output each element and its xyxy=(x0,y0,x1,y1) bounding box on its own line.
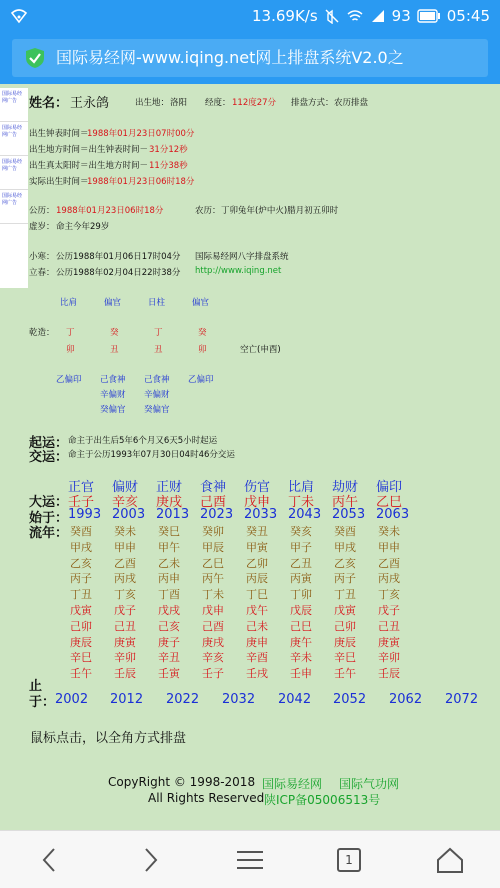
liunian-item: 壬子 xyxy=(202,667,224,681)
cell-signal-icon xyxy=(370,8,386,24)
home-icon[interactable] xyxy=(435,845,465,875)
ad-item[interactable]: 国际易经网广告 xyxy=(0,156,28,190)
end-year: 2022 xyxy=(166,692,200,707)
canggan-item: 癸偏官 xyxy=(144,405,170,415)
ad-item[interactable]: 国际易经网广告 xyxy=(0,88,28,122)
liunian-item: 己卯 xyxy=(334,619,356,633)
liunian-item: 庚辰 xyxy=(334,635,356,649)
copyright: CopyRight © 1998-2018 xyxy=(108,775,256,789)
dayun-shishen: 偏财 xyxy=(112,480,139,495)
liunian-item: 乙卯 xyxy=(246,556,268,570)
liunian-item: 乙丑 xyxy=(290,556,312,570)
mute-icon xyxy=(324,8,340,24)
secure-shield-icon xyxy=(24,47,46,69)
end-year: 2012 xyxy=(110,692,144,707)
liunian-item: 乙亥 xyxy=(70,556,92,570)
liunian-item: 乙酉 xyxy=(378,556,400,570)
liunian-item: 癸未 xyxy=(114,525,136,538)
status-bar xyxy=(0,0,500,32)
longitude-label: 经度： xyxy=(205,98,231,108)
liunian-item: 丁亥 xyxy=(114,588,136,602)
liunian-item: 己巳 xyxy=(290,619,312,633)
dayun-shishen: 正官 xyxy=(68,480,95,495)
end-year: 2052 xyxy=(333,692,367,707)
liunian-item: 辛巳 xyxy=(70,651,92,665)
dayun-shishen: 正财 xyxy=(156,480,183,495)
liunian-item: 壬寅 xyxy=(158,667,180,681)
hint-text[interactable]: 鼠标点击，以全角方式排盘 xyxy=(30,731,187,746)
liunian-item: 甲午 xyxy=(158,540,180,554)
gongli-value: 1988年01月23日06时18分 xyxy=(56,206,164,216)
dayun-shishen: 劫财 xyxy=(332,480,359,495)
liunian-item: 甲申 xyxy=(378,540,400,554)
ad-item[interactable]: 国际易经网广告 xyxy=(0,122,28,156)
liunian-item: 乙酉 xyxy=(114,556,136,570)
xusui-value: 命主今年29岁 xyxy=(56,222,110,232)
liunian-item: 戊辰 xyxy=(290,604,312,617)
browser-navbar xyxy=(0,830,500,888)
pillar-gan: 癸 xyxy=(110,328,119,338)
xiaohan-label: 小寒： xyxy=(29,252,55,262)
liunian-label: 流年： xyxy=(29,526,69,541)
tabs-button[interactable]: 1 xyxy=(337,848,361,872)
liunian-item: 乙巳 xyxy=(202,556,224,570)
liunian-item: 癸酉 xyxy=(334,525,356,538)
liunian-item: 壬午 xyxy=(334,667,356,681)
footer-site2-link[interactable]: 国际气功网 xyxy=(339,777,400,791)
canggan-item: 癸偏官 xyxy=(100,405,126,415)
liunian-item: 戊子 xyxy=(378,604,400,617)
liunian-item: 丙午 xyxy=(202,572,224,586)
time-value: 11分38秒 xyxy=(149,161,188,171)
liunian-item: 癸巳 xyxy=(158,525,180,538)
nongli-value: 丁卯兔年(炉中火)腊月初五卯时 xyxy=(221,206,339,216)
battery-level: 93 xyxy=(391,7,411,25)
liunian-item: 丙戌 xyxy=(114,572,136,586)
end-year: 2072 xyxy=(445,692,479,707)
dayun-label: 大运： xyxy=(29,495,69,510)
liunian-item: 丁巳 xyxy=(246,588,268,602)
liunian-item: 甲戌 xyxy=(334,540,356,554)
end-label-2: 于： xyxy=(29,695,56,710)
xusui-label: 虚岁： xyxy=(29,222,55,232)
liunian-item: 辛未 xyxy=(290,651,312,665)
liunian-item: 庚申 xyxy=(246,635,268,649)
footer-site-link[interactable]: 国际易经网 xyxy=(262,777,323,791)
liunian-item: 戊寅 xyxy=(70,604,92,617)
dayun-start-year: 2003 xyxy=(112,507,146,522)
liunian-item: 庚戌 xyxy=(202,635,224,649)
liunian-item: 丁卯 xyxy=(290,588,312,602)
pillar-zhi: 卯 xyxy=(198,345,207,355)
liunian-item: 丙申 xyxy=(158,572,180,586)
liunian-item: 丁未 xyxy=(202,588,224,602)
liunian-item: 乙未 xyxy=(158,556,180,570)
dayun-shishen: 偏印 xyxy=(376,480,403,495)
dayun-shishen: 比肩 xyxy=(288,480,315,495)
liunian-item: 己未 xyxy=(246,619,268,633)
menu-icon[interactable] xyxy=(235,845,265,875)
liunian-item: 壬申 xyxy=(290,667,312,681)
liunian-item: 丁亥 xyxy=(378,588,400,602)
method-value: 农历排盘 xyxy=(334,98,369,108)
liunian-item: 丙戌 xyxy=(378,572,400,586)
dayun-start-year: 2013 xyxy=(156,507,190,522)
liunian-item: 辛卯 xyxy=(114,651,136,665)
dayun-pillar: 丁未 xyxy=(288,495,315,510)
liunian-item: 癸卯 xyxy=(202,525,224,538)
end-year: 2042 xyxy=(278,692,312,707)
site-link[interactable]: http://www.iqing.net xyxy=(195,266,282,276)
back-icon[interactable] xyxy=(35,845,65,875)
liunian-item: 己丑 xyxy=(114,619,136,633)
canggan-item: 辛偏财 xyxy=(100,390,126,400)
name-value: 王永鸽 xyxy=(70,96,110,111)
browser-toolbar xyxy=(0,32,500,84)
start-label: 始于： xyxy=(29,511,69,526)
wifi-icon xyxy=(10,7,28,25)
canggan-item: 乙偏印 xyxy=(188,375,214,385)
kongwang: 空亡(申酉) xyxy=(240,345,281,355)
pillar-gan: 癸 xyxy=(198,328,207,338)
liunian-item: 丙子 xyxy=(334,572,356,586)
liunian-item: 己丑 xyxy=(378,619,400,633)
time-label: 实际出生时间＝ xyxy=(29,177,89,187)
end-label: 止 xyxy=(29,679,43,694)
dayun-start-year: 2063 xyxy=(376,507,410,522)
longitude-value: 112度27分 xyxy=(232,98,277,108)
dayun-pillar: 壬子 xyxy=(68,495,95,510)
liunian-item: 戊戌 xyxy=(158,604,180,617)
liunian-item: 戊午 xyxy=(246,604,268,617)
pillar-zhi: 丑 xyxy=(110,345,119,355)
liunian-item: 甲戌 xyxy=(70,540,92,554)
jiaoyun-label: 交运： xyxy=(29,450,69,465)
lichun-label: 立春： xyxy=(29,268,55,278)
time-label: 出生真太阳时＝出生地方时间－ xyxy=(29,161,149,171)
liunian-item: 庚子 xyxy=(158,635,180,649)
liunian-item: 庚寅 xyxy=(114,635,136,649)
gongli-label: 公历： xyxy=(29,206,55,216)
liunian-item: 丙寅 xyxy=(290,572,312,586)
dayun-shishen: 食神 xyxy=(200,480,227,495)
icp-link[interactable]: 陕ICP备05006513号 xyxy=(264,793,381,807)
pillar-shishen: 偏官 xyxy=(192,298,210,308)
liunian-item: 甲申 xyxy=(114,540,136,554)
canggan-item: 己食神 xyxy=(144,375,170,385)
liunian-item: 甲辰 xyxy=(202,540,224,554)
liunian-item: 戊寅 xyxy=(334,604,356,617)
liunian-item: 己酉 xyxy=(202,619,224,633)
qianzao-label: 乾造： xyxy=(29,328,55,338)
forward-icon[interactable] xyxy=(135,845,165,875)
wifi-signal-icon xyxy=(346,8,364,24)
liunian-item: 丁丑 xyxy=(334,588,356,602)
liunian-item: 甲寅 xyxy=(246,540,268,554)
dayun-pillar: 己酉 xyxy=(200,495,227,510)
liunian-item: 壬午 xyxy=(70,667,92,681)
pillar-shishen: 日柱 xyxy=(148,298,166,308)
liunian-item: 癸丑 xyxy=(246,525,268,538)
ad-item[interactable]: 国际易经网广告 xyxy=(0,190,28,224)
nongli-label: 农历： xyxy=(195,206,221,216)
clock: 05:45 xyxy=(446,7,490,25)
time-label: 出生地方时间＝出生钟表时间－ xyxy=(29,145,149,155)
dayun-start-year: 2053 xyxy=(332,507,366,522)
liunian-item: 戊申 xyxy=(202,604,224,617)
liunian-item: 乙亥 xyxy=(334,556,356,570)
end-year: 2062 xyxy=(389,692,423,707)
canggan-item: 乙偏印 xyxy=(56,375,82,385)
qiyun-label: 起运： xyxy=(29,436,69,451)
liunian-item: 癸未 xyxy=(378,525,400,538)
pillar-shishen: 比肩 xyxy=(60,298,78,308)
pillar-zhi: 丑 xyxy=(154,345,163,355)
liunian-item: 壬辰 xyxy=(378,667,400,681)
method-label: 排盘方式： xyxy=(291,98,334,108)
end-year: 2002 xyxy=(55,692,89,707)
liunian-item: 庚午 xyxy=(290,635,312,649)
address-bar[interactable] xyxy=(12,39,488,77)
dayun-pillar: 庚戌 xyxy=(156,495,183,510)
lichun-value: 公历1988年02月04日22时38分 xyxy=(56,268,181,278)
canggan-item: 己食神 xyxy=(100,375,126,385)
canggan-item: 辛偏财 xyxy=(144,390,170,400)
dayun-pillar: 丙午 xyxy=(332,495,359,510)
time-value: 31分12秒 xyxy=(149,145,188,155)
dayun-pillar: 辛亥 xyxy=(112,495,139,510)
liunian-item: 庚辰 xyxy=(70,635,92,649)
qiyun-text: 命主于出生后5年6个月又6天5小时起运 xyxy=(68,436,218,446)
dayun-start-year: 2023 xyxy=(200,507,234,522)
battery-icon xyxy=(417,9,441,23)
pillar-zhi: 卯 xyxy=(66,345,75,355)
pillar-gan: 丁 xyxy=(66,328,75,338)
end-year: 2032 xyxy=(222,692,256,707)
liunian-item: 己亥 xyxy=(158,619,180,633)
liunian-item: 丙子 xyxy=(70,572,92,586)
liunian-item: 辛卯 xyxy=(378,651,400,665)
time-value: 1988年01月23日06时18分 xyxy=(87,177,195,187)
liunian-item: 丙辰 xyxy=(246,572,268,586)
jiaoyun-text: 命主于公历1993年07月30日04时46分交运 xyxy=(68,450,235,460)
liunian-item: 庚寅 xyxy=(378,635,400,649)
liunian-item: 癸酉 xyxy=(70,525,92,538)
time-label: 出生钟表时间＝ xyxy=(29,129,89,139)
rights: All Rights Reserved xyxy=(148,791,265,805)
page-title: 国际易经网-www.iqing.net网上排盘系统V2.0之 xyxy=(56,48,404,67)
dayun-start-year: 2043 xyxy=(288,507,322,522)
liunian-item: 辛巳 xyxy=(334,651,356,665)
liunian-item: 戊子 xyxy=(114,604,136,617)
ad-strip[interactable] xyxy=(0,88,28,288)
liunian-item: 己卯 xyxy=(70,619,92,633)
liunian-item: 辛丑 xyxy=(158,651,180,665)
liunian-item: 甲子 xyxy=(290,540,312,554)
pillar-gan: 丁 xyxy=(154,328,163,338)
liunian-item: 辛亥 xyxy=(202,651,224,665)
dayun-pillar: 戊申 xyxy=(244,495,271,510)
xiaohan-value: 公历1988年01月06日17时04分 xyxy=(56,252,181,262)
pillar-shishen: 偏官 xyxy=(104,298,122,308)
dayun-start-year: 1993 xyxy=(68,507,102,522)
liunian-item: 壬辰 xyxy=(114,667,136,681)
liunian-item: 辛酉 xyxy=(246,651,268,665)
dayun-start-year: 2033 xyxy=(244,507,278,522)
name-label: 姓名： xyxy=(29,96,69,111)
birthplace-value: 洛阳 xyxy=(170,98,188,108)
liunian-item: 壬戌 xyxy=(246,667,268,681)
site-name: 国际易经网八字排盘系统 xyxy=(195,252,289,262)
liunian-item: 丁酉 xyxy=(158,588,180,602)
liunian-item: 癸亥 xyxy=(290,525,312,538)
dayun-pillar: 乙巳 xyxy=(376,495,403,510)
dayun-shishen: 伤官 xyxy=(244,480,271,495)
birthplace-label: 出生地： xyxy=(135,98,170,108)
liunian-item: 丁丑 xyxy=(70,588,92,602)
time-value: 1988年01月23日07时00分 xyxy=(87,129,195,139)
net-speed: 13.69K/s xyxy=(252,7,318,25)
